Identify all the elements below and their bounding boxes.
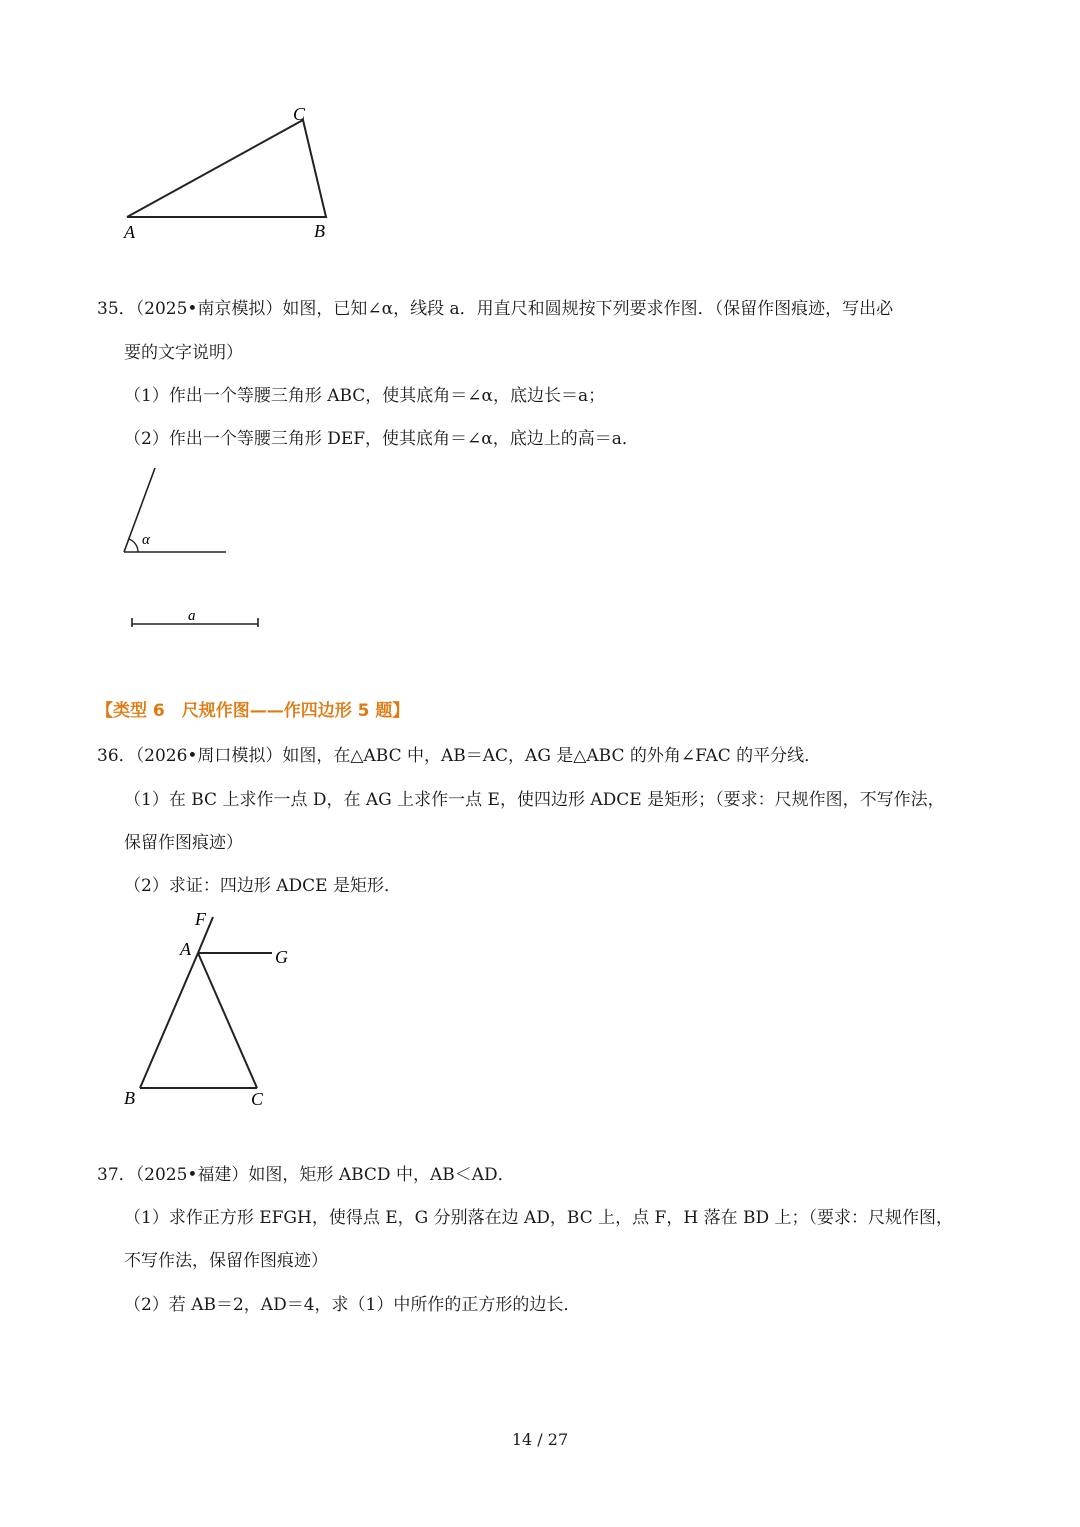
page-number: 14 / 27 [511,1430,569,1449]
q35-stem-line1: 35．（2025•南京模拟）如图，已知∠α，线段 a．用直尺和圆规按下列要求作图．（保留作图痕迹，写出必 [97,299,894,319]
angle-ray-2 [124,468,155,552]
segment-a-label: a [188,608,196,624]
label-f: F [195,909,206,929]
q37-part1-line2: 不写作法，保留作图痕迹） [124,1251,328,1271]
label-b: B [124,1088,135,1108]
q36-part1-line2: 保留作图痕迹） [124,833,243,853]
angle-arc [129,539,138,552]
triangle-fag-figure [115,905,305,1110]
label-g: G [275,947,288,967]
alpha-label: α [142,532,150,548]
label-b: B [314,221,325,241]
q35-stem-line2: 要的文字说明） [124,343,243,363]
section-title: 【类型 6 尺规作图——作四边形 5 题】 [96,701,410,721]
q36-part1-line1: （1）在 BC 上求作一点 D，在 AG 上求作一点 E，使四边形 ADCE 是矩形；（要求：尺规作图，不写作法， [124,790,945,810]
side-ac [198,953,257,1088]
q35-part2: （2）作出一个等腰三角形 DEF，使其底角＝∠α，底边上的高＝a． [124,429,639,449]
q37-stem: 37．（2025•福建）如图，矩形 ABCD 中，AB＜AD． [97,1165,515,1185]
triangle-abc-figure [110,100,350,245]
angle-alpha-figure [118,462,268,632]
label-a: A [180,939,191,959]
q35-part1: （1）作出一个等腰三角形 ABC，使其底角＝∠α，底边长＝a； [124,386,606,406]
q37-part1-line1: （1）求作正方形 EFGH，使得点 E，G 分别落在边 AD，BC 上，点 F，H 落在 BD 上；（要求：尺规作图， [124,1208,954,1228]
q36-part2: （2）求证：四边形 ADCE 是矩形． [124,876,401,896]
side-ab [140,953,198,1088]
q36-stem: 36．（2026•周口模拟）如图，在△ABC 中，AB＝AC，AG 是△ABC 的外角∠FAC 的平分线． [97,746,822,766]
triangle-abc-outline [127,120,326,217]
label-a: A [124,222,135,242]
label-c: C [293,104,306,124]
label-c: C [251,1089,264,1109]
q37-part2: （2）若 AB＝2，AD＝4，求（1）中所作的正方形的边长． [124,1295,581,1315]
